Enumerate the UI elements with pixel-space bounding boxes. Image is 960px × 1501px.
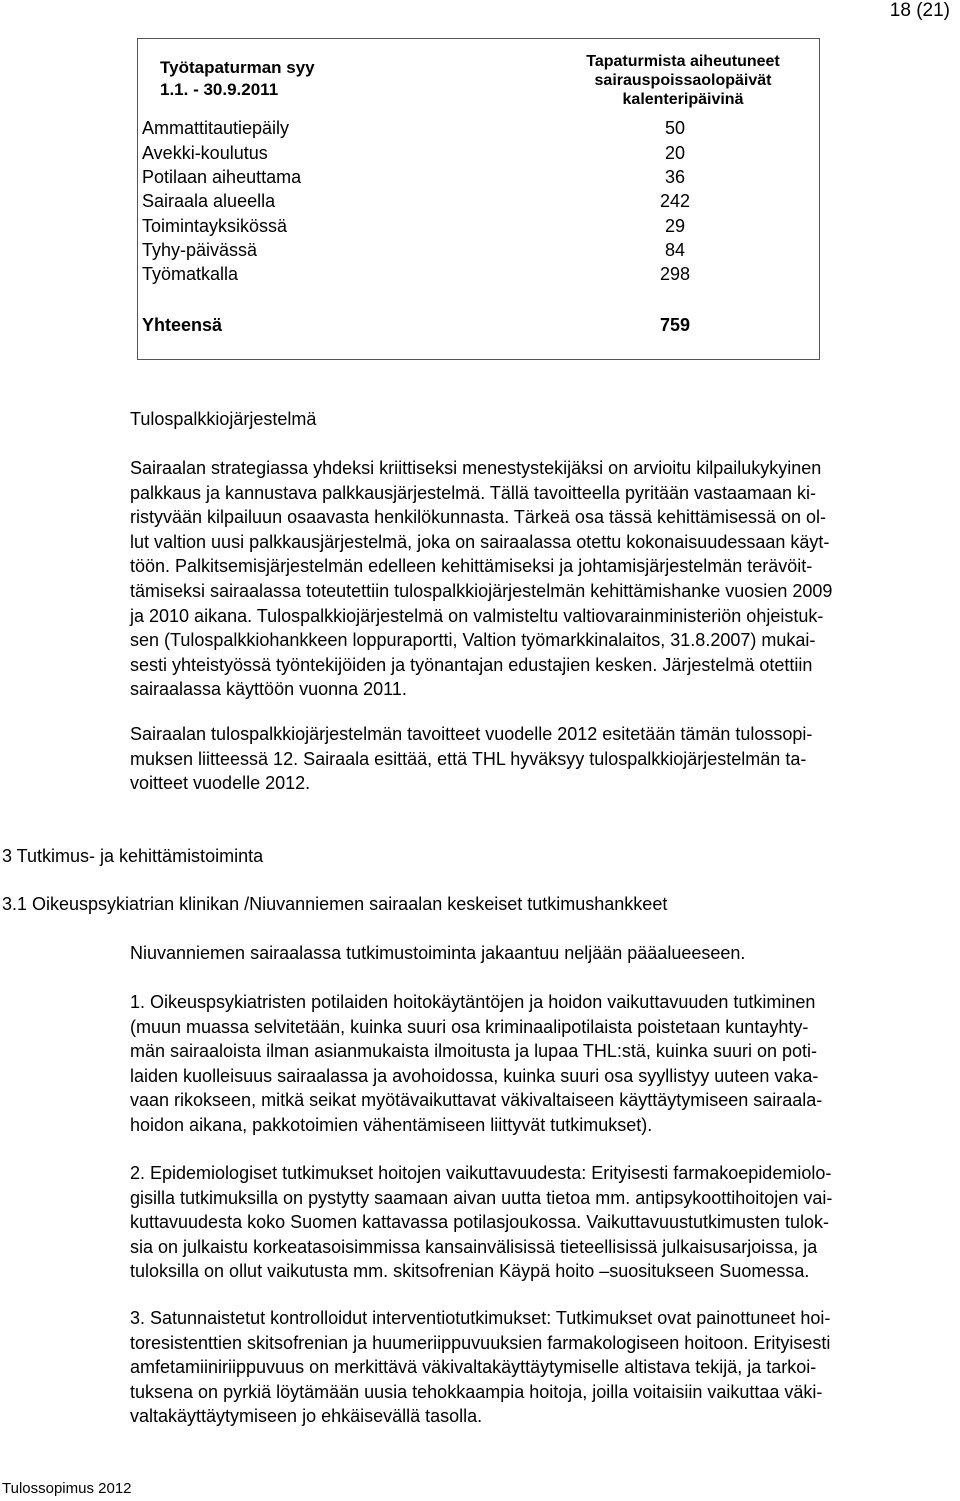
text-line: toresistenttien skitsofrenian ja huumeriippuvuuksien farmakologiseen hoitoon. Erityisesti bbox=[130, 1332, 831, 1353]
table-header-days-line: kalenteripäivinä bbox=[622, 91, 744, 108]
text-line: vaan rikokseen, mitkä seikat myötävaikuttavat väkivaltaiseen käyttäytymiseen sairaala- bbox=[130, 1090, 823, 1111]
text-line: ristyvään kilpailuun osaavasta henkilökunnasta. Tärkeä osa tässä kehittämisessä on ol- bbox=[130, 507, 827, 528]
text-line: sia on julkaistu korkeatasoisimmissa kansainvälisissä tieteellisissä julkaisusarjoissa, ja bbox=[130, 1236, 818, 1257]
text-line: tuloksilla on ollut vaikutusta mm. skitsofrenian Käypä hoito –suositukseen Suomessa. bbox=[130, 1261, 810, 1282]
text-line: sesti yhteistyössä työntekijöiden ja työnantajan edustajien kesken. Järjestelmä otettiin bbox=[130, 654, 813, 675]
text-line: 1. Oikeuspsykiatristen potilaiden hoitokäytäntöjen ja hoidon vaikuttavuuden tutkiminen bbox=[130, 992, 816, 1012]
text-line: palkkaus ja kannustava palkkausjärjestelmä. Tällä tavoitteella pyritään vastaamaan ki- bbox=[130, 482, 817, 503]
table-header-days-line: sairauspoissaolopäivät bbox=[594, 72, 772, 89]
section-heading-research: 3 Tutkimus- ja kehittämistoiminta bbox=[2, 846, 264, 866]
table-row-label: Potilaan aiheuttama bbox=[142, 167, 302, 187]
table-header-cause-line: Työtapaturman syy bbox=[160, 58, 315, 77]
footer-document-title: Tulossopimus 2012 bbox=[2, 1480, 132, 1497]
table-row-label: Ammattitautiepäily bbox=[142, 118, 290, 138]
research-item-3 bbox=[130, 1306, 950, 1429]
table-row-value: 50 bbox=[664, 118, 686, 138]
text-line: Sairaalan strategiassa yhdeksi kriittiseksi menestystekijäksi on arvioitu kilpailukykyinen bbox=[130, 458, 822, 478]
text-line: muksen liitteessä 12. Sairaala esittää, että THL hyväksyy tulospalkkiojärjestelmän ta- bbox=[130, 748, 807, 769]
text-line: tämiseksi sairaalassa toteutettiin tulospalkkiojärjestelmän kehittämishanke vuosien 2009 bbox=[130, 580, 833, 601]
text-line: sairaalassa käyttöön vuonna 2011. bbox=[130, 679, 407, 700]
table-header-days-line: Tapaturmista aiheutuneet bbox=[586, 53, 780, 70]
text-line: lut valtion uusi palkkausjärjestelmä, joka on sairaalassa otettu kokonaisuudessaan käyt- bbox=[130, 531, 830, 552]
text-line: män sairaaloista ilman asianmukaista ilmoitusta ja lupaa THL:stä, kuinka suuri on poti- bbox=[130, 1041, 817, 1062]
table-row-label: Avekki-koulutus bbox=[142, 143, 268, 163]
text-line: Sairaalan tulospalkkiojärjestelmän tavoitteet vuodelle 2012 esitetään tämän tulossopi- bbox=[130, 724, 813, 744]
paragraph-bonus-targets bbox=[130, 722, 950, 796]
text-line: kuttavuudesta koko Suomen kattavassa potilasjoukossa. Vaikuttavuustutkimusten tulok- bbox=[130, 1212, 830, 1233]
paragraph-bonus-system bbox=[130, 456, 950, 702]
text-line: gisilla tutkimuksilla on pystytty saamaan aivan uutta tietoa mm. antipsykoottihoitojen vai- bbox=[130, 1187, 833, 1208]
text-line: hoidon aikana, pakkotoimien vähentämiseen liittyvät tutkimukset). bbox=[130, 1114, 653, 1135]
text-line: amfetamiiniriippuvuus on merkittävä väkivaltakäyttäytymiselle altistava tekijä, ja tarkoi- bbox=[130, 1357, 817, 1378]
text-line: 3. Satunnaistetut kontrolloidut interventiotutkimukset: Tutkimukset ovat painottuneet hoi- bbox=[130, 1308, 831, 1328]
text-line: 2. Epidemiologiset tutkimukset hoitojen vaikuttavuudesta: Erityisesti farmakoepidemiolo- bbox=[130, 1163, 832, 1183]
table-row-value: 29 bbox=[664, 216, 686, 236]
text-line: tuksena on pyrkiä löytämään uusia tehokkaampia hoitoja, joilla voitaisiin vaikuttaa väki- bbox=[130, 1381, 823, 1402]
table-row-label: Työmatkalla bbox=[142, 264, 239, 284]
research-item-1 bbox=[130, 990, 950, 1138]
text-line: valtakäyttäytymiseen jo ehkäisevällä tasolla. bbox=[130, 1406, 483, 1427]
text-line: voitteet vuodelle 2012. bbox=[130, 773, 311, 794]
text-line: sen (Tulospalkkiohankkeen loppuraportti, Valtion työmarkkinalaitos, 31.8.2007) mukai- bbox=[130, 630, 816, 651]
table-row-value: 20 bbox=[664, 143, 686, 163]
table-total-label: Yhteensä bbox=[142, 315, 223, 335]
table-header-period-line: 1.1. - 30.9.2011 bbox=[160, 80, 279, 99]
text-line: ja 2010 aikana. Tulospalkkiojärjestelmä on valmisteltu valtiovarainministeriön ohjeistuk- bbox=[130, 605, 824, 626]
table-row-label: Tyhy-päivässä bbox=[142, 240, 258, 260]
text-line: (muun muassa selvitetään, kuinka suuri osa kriminaalipotilaista poistetaan kuntayhty- bbox=[130, 1016, 809, 1037]
table-row-label: Toimintayksikössä bbox=[142, 216, 288, 236]
table-row-value: 298 bbox=[659, 264, 691, 284]
table-row-label: Sairaala alueella bbox=[142, 191, 276, 211]
table-row-value: 36 bbox=[664, 167, 686, 187]
research-item-2 bbox=[130, 1161, 950, 1284]
table-row-value: 242 bbox=[659, 191, 691, 211]
text-line: laiden kuolleisuus sairaalassa ja avohoidossa, kuinka suuri osa syyllistyy uuteen vaka- bbox=[130, 1065, 819, 1086]
research-intro: Niuvanniemen sairaalassa tutkimustoiminta jakaantuu neljään pääalueeseen. bbox=[130, 943, 746, 963]
table-header-cause bbox=[160, 57, 315, 101]
subsection-heading-research-projects: 3.1 Oikeuspsykiatrian klinikan /Niuvanniemen sairaalan keskeiset tutkimushankkeet bbox=[2, 894, 668, 914]
table-total-value: 759 bbox=[659, 315, 691, 335]
text-line: töön. Palkitsemisjärjestelmän edelleen kehittämiseksi ja johtamisjärjestelmän terävöit- bbox=[130, 556, 813, 577]
table-header-days bbox=[543, 52, 823, 109]
page-number: 18 (21) bbox=[889, 0, 950, 21]
section-title-bonus-system: Tulospalkkiojärjestelmä bbox=[130, 409, 317, 429]
table-row-value: 84 bbox=[664, 240, 686, 260]
